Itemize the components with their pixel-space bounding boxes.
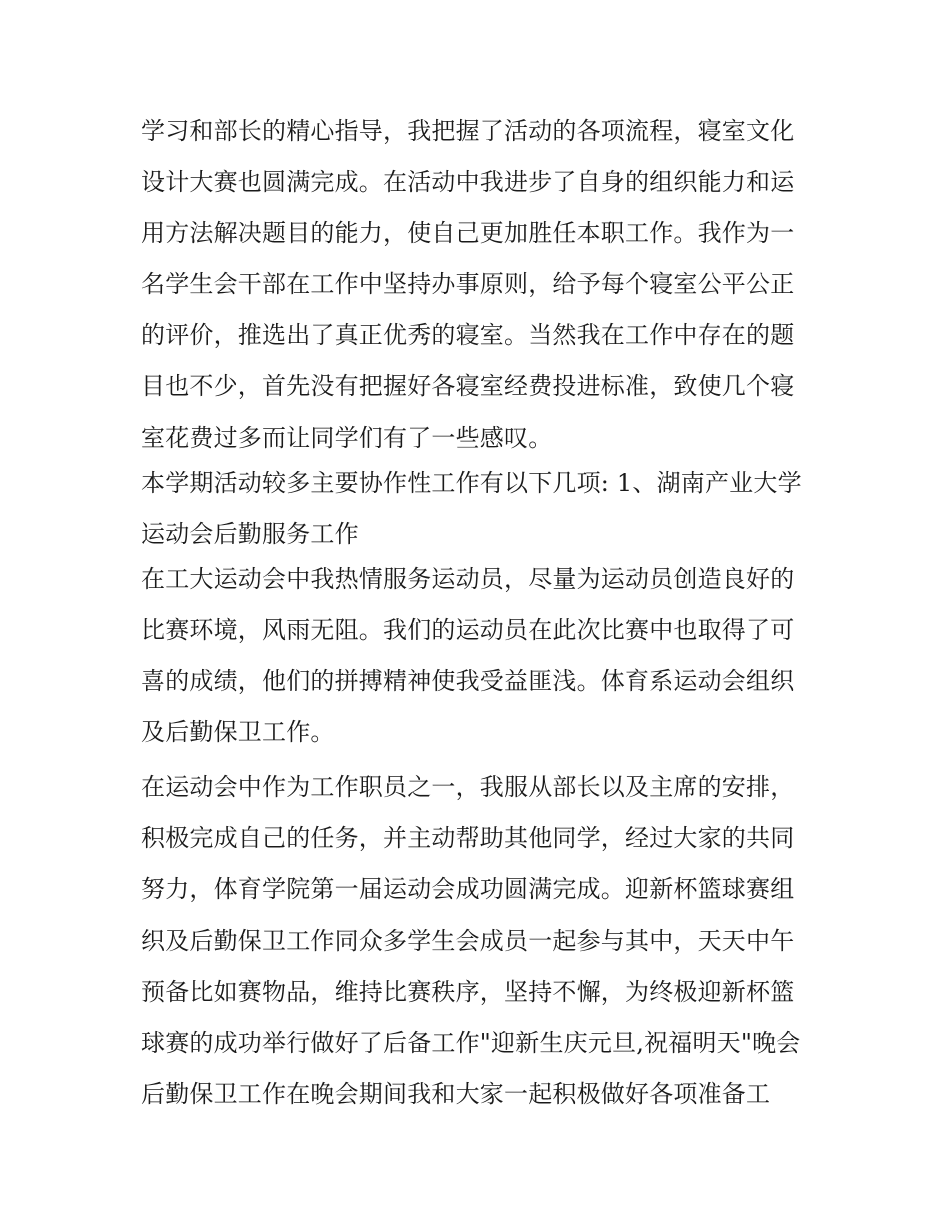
text-line: 比赛环境，风雨无阻。我们的运动员在此次比赛中也取得了可 [141, 615, 795, 644]
text-line: 本学期活动较多主要协作性工作有以下几项: 1、湖南产业大学 [141, 468, 802, 497]
text-line: 后勤保卫工作在晚会期间我和大家一起积极做好各项准备工 [141, 1079, 771, 1108]
text-line: 喜的成绩，他们的拼搏精神使我受益匪浅。体育系运动会组织 [141, 667, 795, 696]
text-line: 努力，体育学院第一届运动会成功圆满完成。迎新杯篮球赛组 [141, 875, 795, 904]
document-body [141, 108, 821, 1122]
text-line: 织及后勤保卫工作同众多学生会成员一起参与其中，天天中午 [141, 926, 795, 955]
text-line: 球赛的成功举行做好了后备工作"迎新生庆元旦,祝福明天"晚会 [141, 1028, 801, 1057]
text-line: 设计大赛也圆满完成。在活动中我进步了自身的组织能力和运 [141, 168, 795, 197]
text-line: 运动会后勤服务工作 [141, 519, 359, 548]
text-line: 在运动会中作为工作职员之一，我服从部长以及主席的安排， [141, 773, 795, 802]
text-line: 名学生会干部在工作中坚持办事原则，给予每个寝室公平公正 [141, 270, 795, 299]
text-line: 预备比如赛物品，维持比赛秩序，坚持不懈，为终极迎新杯篮 [141, 977, 795, 1006]
text-line: 用方法解决题目的能力，使自己更加胜任本职工作。我作为一 [141, 219, 795, 248]
text-line: 学习和部长的精心指导，我把握了活动的各项流程，寝室文化 [141, 117, 795, 145]
text-line: 积极完成自己的任务，并主动帮助其他同学，经过大家的共同 [141, 824, 795, 853]
text-line: 室花费过多而让同学们有了一些感叹。 [141, 423, 553, 452]
text-line: 的评价，推选出了真正优秀的寝室。当然我在工作中存在的题 [141, 321, 795, 350]
text-line: 及后勤保卫工作。 [141, 718, 335, 747]
text-line: 在工大运动会中我热情服务运动员，尽量为运动员创造良好的 [141, 564, 795, 593]
text-line: 目也不少，首先没有把握好各寝室经费投进标准，致使几个寝 [141, 372, 795, 401]
